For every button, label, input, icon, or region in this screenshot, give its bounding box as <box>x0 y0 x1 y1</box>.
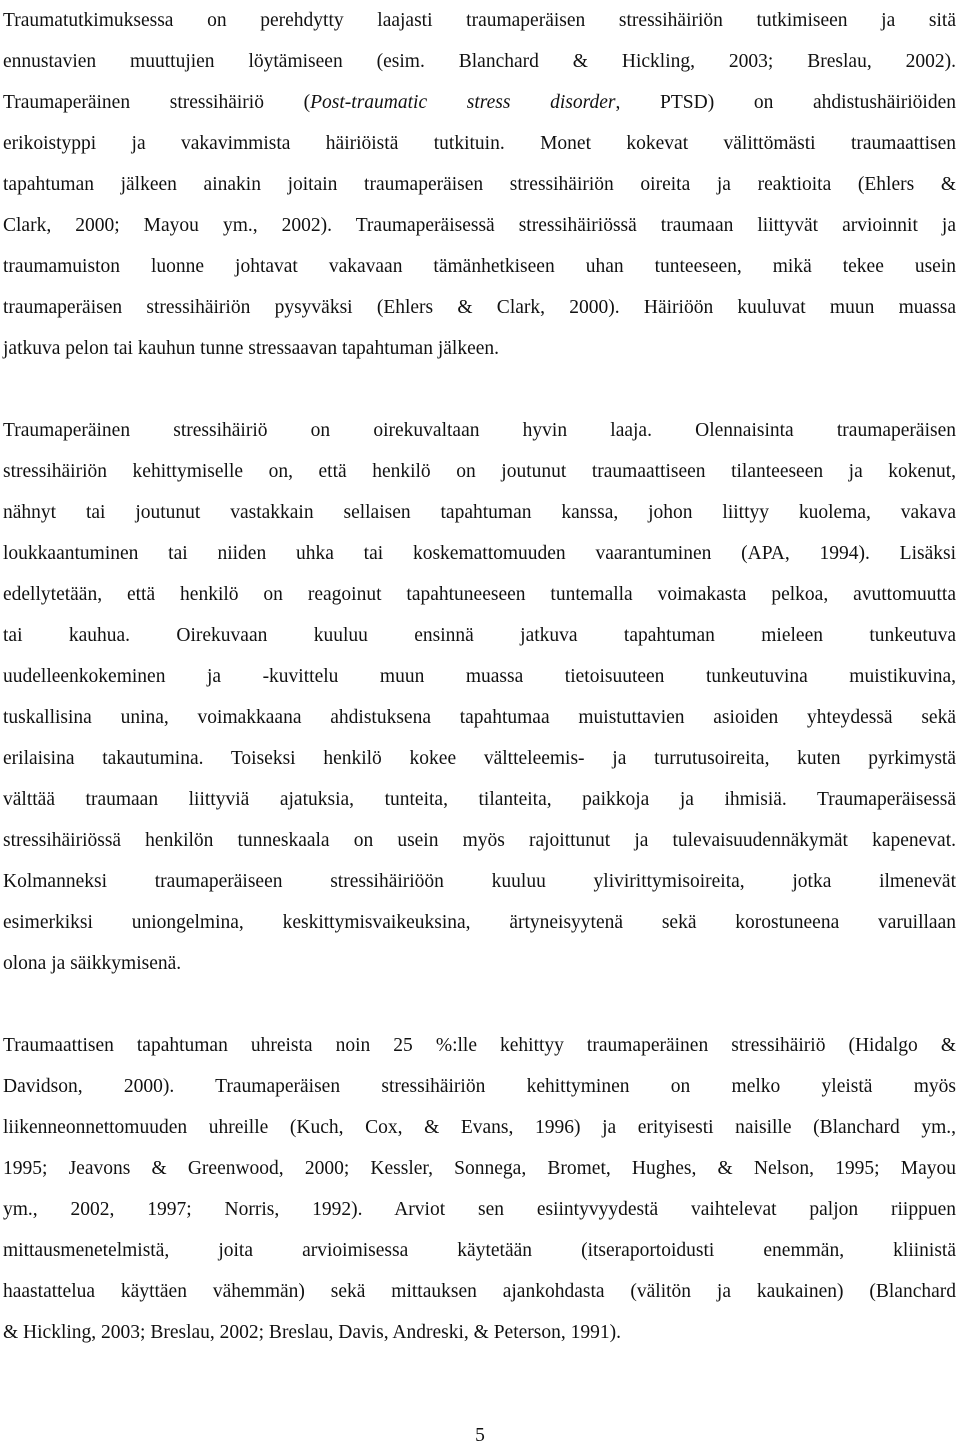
document-page <box>3 0 956 1353</box>
paragraph-gap <box>3 984 956 1025</box>
text-line-with-italic-term <box>3 82 956 123</box>
text-line: liikenneonnettomuuden uhreille (Kuch, Cox, & Evans, 1996) ja erityisesti naisille (Blanchard ym., <box>3 1117 956 1138</box>
text-line: Kolmanneksi traumaperäiseen stressihäiriöön kuuluu ylivirittymisoireita, jotka ilmenevät <box>3 871 956 892</box>
text-line: mittausmenetelmistä, joita arvioimisessa käytetään (itseraportoidusti enemmän, kliinistä <box>3 1240 956 1261</box>
text-line: haastattelua käyttäen vähemmän) sekä mittauksen ajankohdasta (välitön ja kaukainen) (Blanchard <box>3 1281 956 1302</box>
text-line: olona ja säikkymisenä. <box>3 953 182 974</box>
text-line: nähnyt tai joutunut vastakkain sellaisen tapahtuman kanssa, johon liittyy kuolema, vakava <box>3 502 956 523</box>
text-line: ennustavien muuttujien löytämiseen (esim. Blanchard & Hickling, 2003; Breslau, 2002). <box>3 51 956 72</box>
text-line: loukkaantuminen tai niiden uhka tai koskemattomuuden vaarantuminen (APA, 1994). Lisäksi <box>3 543 956 564</box>
text-line: Davidson, 2000). Traumaperäisen stressihäiriön kehittyminen on melko yleistä myös <box>3 1076 956 1097</box>
text-line: erikoistyppi ja vakavimmista häiriöistä tutkituin. Monet kokevat välittömästi traumaattisen <box>3 133 956 154</box>
paragraph-1 <box>3 0 956 369</box>
text-line: Traumaperäinen stressihäiriö on oirekuvaltaan hyvin laaja. Olennaisinta traumaperäisen <box>3 420 956 441</box>
text-line: tuskallisina unina, voimakkaana ahdistuksena tapahtumaa muistuttavien asioiden yhteydessä sekä <box>3 707 956 728</box>
paragraph-gap <box>3 369 956 410</box>
text-line: Clark, 2000; Mayou ym., 2002). Traumaperäisessä stressihäiriössä traumaan liittyvät arvioinnit ja <box>3 215 956 236</box>
text-line: traumamuiston luonne johtavat vakavaan tämänhetkiseen uhan tunteeseen, mikä tekee usein <box>3 256 956 277</box>
italic-term: Post-traumatic stress disorder <box>310 92 616 113</box>
text-line: jatkuva pelon tai kauhun tunne stressaavan tapahtuman jälkeen. <box>3 338 500 359</box>
text-line: tai kauhua. Oirekuvaan kuuluu ensinnä jatkuva tapahtuman mieleen tunkeutuva <box>3 625 956 646</box>
text-line: edellytetään, että henkilö on reagoinut tapahtuneeseen tuntemalla voimakasta pelkoa, avuttomuutta <box>3 584 956 605</box>
text-line: stressihäiriön kehittymiselle on, että henkilö on joutunut traumaattiseen tilanteeseen ja kokenut, <box>3 461 956 482</box>
text-line: Traumaattisen tapahtuman uhreista noin 25 %:lle kehittyy traumaperäinen stressihäiriö (Hidalgo & <box>3 1035 956 1056</box>
text-line: esimerkiksi uniongelmina, keskittymisvaikeuksina, ärtyneisyytenä sekä korostuneena varuillaan <box>3 912 956 933</box>
text-line: Traumatutkimuksessa on perehdytty laajasti traumaperäisen stressihäiriön tutkimiseen ja sitä <box>3 10 956 31</box>
text-line: erilaisina takautumina. Toiseksi henkilö kokee vältteleemis- ja turrutusoireita, kuten pyrkimystä <box>3 748 956 769</box>
text-line: välttää traumaan liittyviä ajatuksia, tunteita, tilanteita, paikkoja ja ihmisiä. Traumaperäisessä <box>3 789 956 810</box>
text-line: ym., 2002, 1997; Norris, 1992). Arviot sen esiintyvyydestä vaihtelevat paljon riippuen <box>3 1199 956 1220</box>
text-line: & Hickling, 2003; Breslau, 2002; Breslau, Davis, Andreski, & Peterson, 1991). <box>3 1322 621 1343</box>
paragraph-2 <box>3 410 956 984</box>
paragraph-3 <box>3 1025 956 1353</box>
text-fragment: , PTSD) on ahdistushäiriöiden <box>615 92 956 113</box>
text-line: 1995; Jeavons & Greenwood, 2000; Kessler, Sonnega, Bromet, Hughes, & Nelson, 1995; Mayou <box>3 1158 956 1179</box>
text-fragment: Traumaperäinen stressihäiriö ( <box>3 92 311 113</box>
text-line: tapahtuman jälkeen ainakin joitain traumaperäisen stressihäiriön oireita ja reaktioita (Ehlers & <box>3 174 956 195</box>
text-line: stressihäiriössä henkilön tunneskaala on usein myös rajoittunut ja tulevaisuudennäkymät kapenevat. <box>3 830 956 851</box>
text-line: uudelleenkokeminen ja -kuvittelu muun muassa tietoisuuteen tunkeutuvina muistikuvina, <box>3 666 956 687</box>
text-line: traumaperäisen stressihäiriön pysyväksi (Ehlers & Clark, 2000). Häiriöön kuuluvat muun muassa <box>3 297 956 318</box>
page-number: 5 <box>475 1425 485 1446</box>
